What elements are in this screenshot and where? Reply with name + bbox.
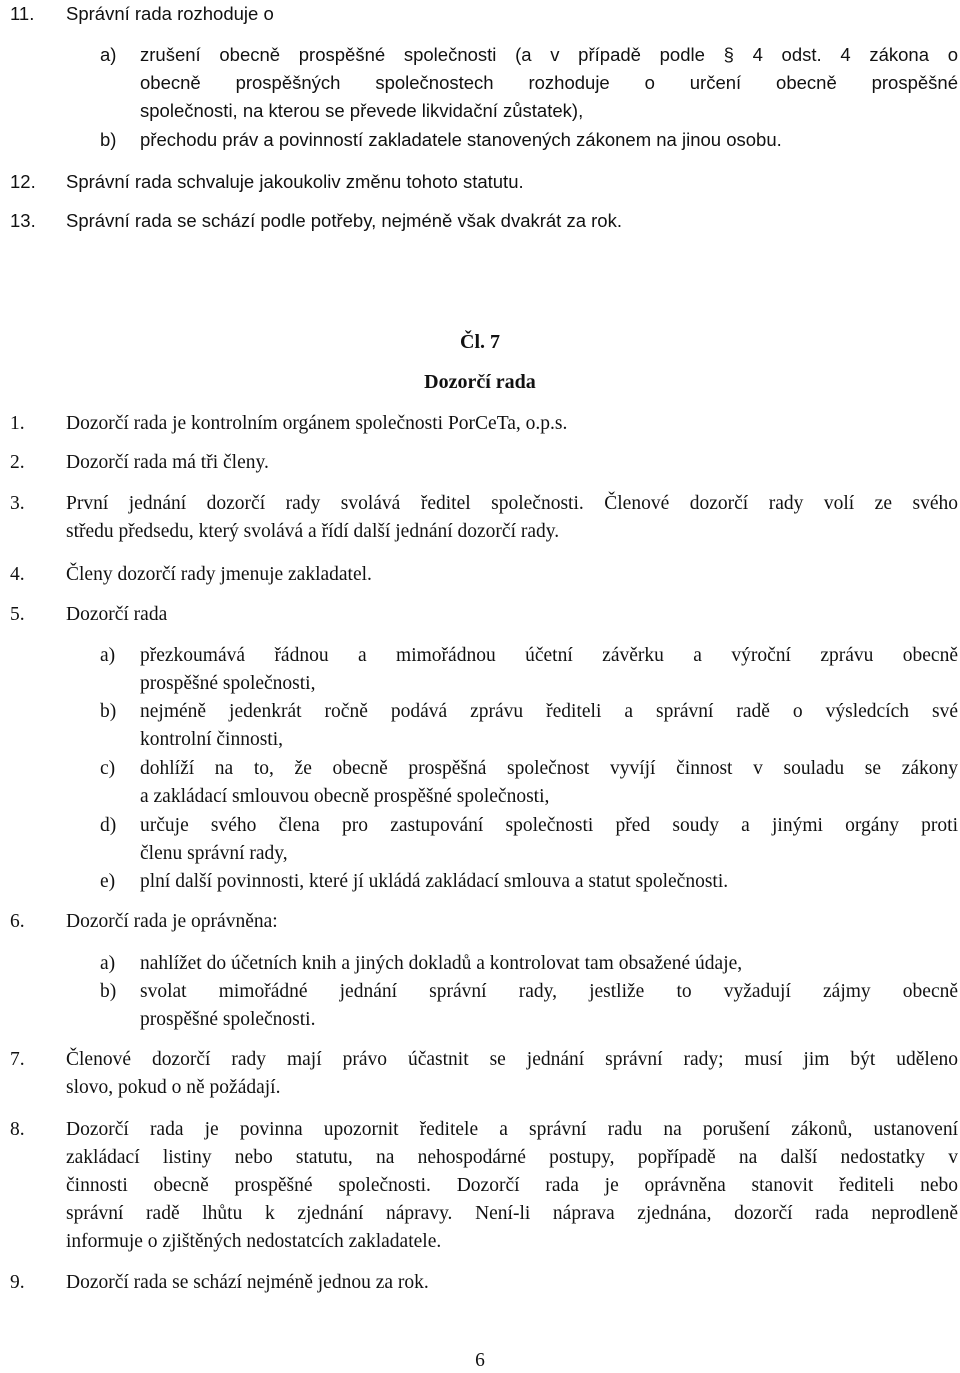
item-number: 9. xyxy=(10,1272,25,1293)
sub-label: d) xyxy=(100,815,117,836)
item-text-line: činnosti obecně prospěšné společnosti. Dozorčí rada je oprávněna stanovit řediteli nebo xyxy=(66,1175,958,1196)
item-text-line: informuje o zjištěných nedostatcích zakladatele. xyxy=(66,1231,442,1252)
sub-text xyxy=(140,41,958,125)
item-text xyxy=(66,490,958,546)
sub-text-line: a zakládací smlouvou obecně prospěšné společnosti, xyxy=(140,786,550,807)
item-text: Dozorčí rada je kontrolním orgánem společnosti PorCeTa, o.p.s. xyxy=(66,413,568,434)
item-number: 2. xyxy=(10,452,25,473)
item-number: 3. xyxy=(10,493,25,514)
item-text: Správní rada se schází podle potřeby, nejméně však dvakrát za rok. xyxy=(66,210,622,231)
item-number: 12. xyxy=(10,171,36,192)
item-text: Správní rada schvaluje jakoukoliv změnu tohoto statutu. xyxy=(66,171,524,192)
sub-label: b) xyxy=(100,129,117,150)
item-number: 7. xyxy=(10,1049,25,1070)
item-text: Dozorčí rada se schází nejméně jednou za rok. xyxy=(66,1272,429,1293)
sub-text-line: obecně prospěšných společnostech rozhoduje o určení obecně prospěšné xyxy=(140,72,958,93)
sub-text-line: určuje svého člena pro zastupování společnosti před soudy a jinými orgány proti xyxy=(140,815,958,836)
sub-label: e) xyxy=(100,871,116,892)
item-text-line: správní radě lhůtu k zjednání nápravy. Není-li náprava zjednána, dozorčí rada neprodleně xyxy=(66,1203,958,1224)
sub-text-line: prospěšné společnosti. xyxy=(140,1009,316,1030)
sub-text-line: prospěšné společnosti, xyxy=(140,673,316,694)
item-text-line: středu předsedu, který svolává a řídí další jednání dozorčí rady. xyxy=(66,521,560,542)
item-text: Dozorčí rada xyxy=(66,604,168,625)
sub-text-line: dohlíží na to, že obecně prospěšná společnost vyvíjí činnost v souladu se zákony xyxy=(140,758,958,779)
sub-label: a) xyxy=(100,953,116,974)
sub-text: plní další povinnosti, které jí ukládá zakládací smlouva a statut společnosti. xyxy=(140,871,729,892)
sub-text-line: členu správní rady, xyxy=(140,843,288,864)
sub-text-line: nejméně jedenkrát ročně podává zprávu řediteli a správní radě o výsledcích své xyxy=(140,701,958,722)
sub-label: a) xyxy=(100,645,116,666)
sub-text: přechodu práv a povinností zakladatele stanovených zákonem na jinou osobu. xyxy=(140,129,782,150)
sub-text xyxy=(140,642,958,698)
sub-label: b) xyxy=(100,701,117,722)
item-number: 1. xyxy=(10,413,25,434)
sub-label: b) xyxy=(100,981,117,1002)
item-text xyxy=(66,1046,958,1102)
sub-text-line: zrušení obecně prospěšné společnosti (a v případě podle § 4 odst. 4 zákona o xyxy=(140,44,958,65)
item-number: 11. xyxy=(10,3,35,24)
sub-text-line: svolat mimořádné jednání správní rady, jestliže to vyžadují zájmy obecně xyxy=(140,981,958,1002)
item-number: 5. xyxy=(10,604,25,625)
item-text-line: První jednání dozorčí rady svolává ředitel společnosti. Členové dozorčí rady volí ze svého xyxy=(66,493,958,514)
sub-text xyxy=(140,755,958,811)
item-text-line: Dozorčí rada je povinna upozornit ředitele a správní radu na porušení zákonů, ustanovení xyxy=(66,1119,958,1140)
item-text-line: Členové dozorčí rady mají právo účastnit se jednání správní rady; musí jim být uděleno xyxy=(66,1049,958,1070)
item-text xyxy=(66,1116,958,1256)
page-number: 6 xyxy=(475,1350,485,1371)
article-number: Čl. 7 xyxy=(460,331,500,353)
item-number: 13. xyxy=(10,210,36,231)
sub-text: nahlížet do účetních knih a jiných dokladů a kontrolovat tam obsažené údaje, xyxy=(140,953,743,974)
sub-text xyxy=(140,812,958,868)
sub-text-line: přezkoumává řádnou a mimořádnou účetní závěrku a výroční zprávu obecně xyxy=(140,645,958,666)
item-text: Členy dozorčí rady jmenuje zakladatel. xyxy=(66,564,372,585)
item-text: Dozorčí rada je oprávněna: xyxy=(66,911,278,932)
sub-label: a) xyxy=(100,44,117,65)
item-text: Správní rada rozhoduje o xyxy=(66,3,274,24)
item-number: 4. xyxy=(10,564,25,585)
item-text-line: slovo, pokud o ně požádají. xyxy=(66,1077,281,1098)
item-number: 8. xyxy=(10,1119,25,1140)
item-text-line: zakládací listiny nebo statutu, na nehospodárné postupy, popřípadě na další nedostatky v xyxy=(66,1147,958,1168)
sub-text xyxy=(140,978,958,1034)
item-text: Dozorčí rada má tři členy. xyxy=(66,452,269,473)
sub-label: c) xyxy=(100,758,116,779)
sub-text-line: kontrolní činnosti, xyxy=(140,729,283,750)
article-title: Dozorčí rada xyxy=(424,371,536,393)
sub-text xyxy=(140,698,958,754)
sub-text-line: společnosti, na kterou se převede likvidační zůstatek), xyxy=(140,100,584,121)
item-number: 6. xyxy=(10,911,25,932)
